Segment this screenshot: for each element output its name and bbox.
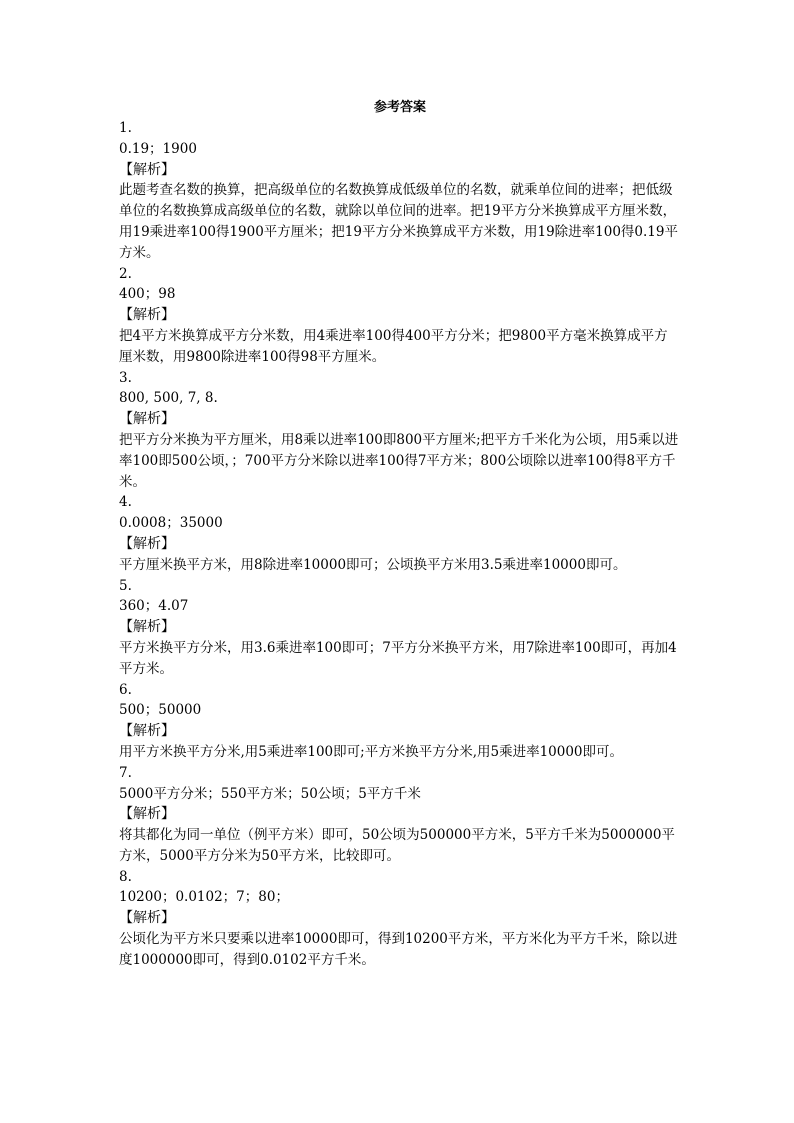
question-number: 5. <box>119 577 132 594</box>
explanation-text: 把4平方米换算成平方分米数，用4乘进率100得400平方分米；把9800平方毫米换算成平方厘米数，用9800除进率100得98平方厘米。 <box>119 327 668 365</box>
answer-text: 800, 500, 7, 8. <box>119 390 218 407</box>
answer-text: 360；4.07 <box>119 598 189 615</box>
answer-item-2 <box>119 264 681 368</box>
question-number: 4. <box>119 494 132 511</box>
analysis-label: 【解析】 <box>119 619 175 636</box>
answer-item-4 <box>119 492 681 575</box>
explanation-text: 将其都化为同一单位（例平方米）即可，50公顷为500000平方米，5平方千米为5000000平方米，5000平方分米为50平方米，比较即可。 <box>119 827 675 864</box>
answer-item-7 <box>119 763 681 867</box>
explanation-text: 此题考查名数的换算，把高级单位的名数换算成低级单位的名数，就乘单位间的进率；把低级单位的名数换算成高级单位的名数，就除以单位间的进率。把19平方分米换算成平方厘米数，用19乘进率100得1900平方厘米；把19平方分米换算成平方米数，用19除进率100得0.19平方米。 <box>119 182 678 261</box>
analysis-label: 【解析】 <box>119 910 175 927</box>
question-number: 3. <box>119 369 132 386</box>
question-number: 8. <box>119 868 132 885</box>
explanation-text: 把平方分米换为平方厘米，用8乘以进率100即800平方厘米;把平方千米化为公顷，用5乘以进率100即500公顷，；700平方分米除以进率100得7平方米；800公顷除以进率100得8平方千米。 <box>119 431 679 490</box>
analysis-label: 【解析】 <box>119 411 175 428</box>
answer-text: 10200；0.0102；7；80； <box>119 889 289 906</box>
explanation-text: 用平方米换平方分米,用5乘进率100即可;平方米换平方分米,用5乘进率10000即可。 <box>119 743 624 760</box>
explanation-text: 平方厘米换平方米，用8除进率10000即可；公顷换平方米用3.5乘进率10000即可。 <box>119 556 627 573</box>
analysis-label: 【解析】 <box>119 723 175 740</box>
analysis-label: 【解析】 <box>119 535 175 552</box>
answer-item-1 <box>119 118 681 264</box>
answer-item-6 <box>119 680 681 763</box>
explanation-text: 公顷化为平方米只要乘以进率10000即可，得到10200平方米，平方米化为平方千米，除以进度1000000即可，得到0.0102平方千米。 <box>119 931 678 968</box>
answer-text: 400；98 <box>119 286 176 303</box>
answer-item-5 <box>119 576 681 680</box>
question-number: 2. <box>119 265 132 282</box>
analysis-label: 【解析】 <box>119 806 175 823</box>
question-number: 1. <box>119 120 132 136</box>
answer-text: 0.0008；35000 <box>119 515 223 532</box>
answer-item-8 <box>119 867 681 971</box>
question-number: 7. <box>119 764 132 781</box>
answer-text: 500；50000 <box>119 702 202 719</box>
answer-document <box>119 98 681 971</box>
explanation-text: 平方米换平方分米，用3.6乘进率100即可；7平方分米换平方米，用7除进率100即可，再加4平方米。 <box>119 639 677 677</box>
analysis-label: 【解析】 <box>119 307 175 324</box>
answer-item-3 <box>119 368 681 493</box>
answer-text: 0.19；1900 <box>119 140 197 157</box>
question-number: 6. <box>119 681 132 698</box>
analysis-label: 【解析】 <box>119 161 175 178</box>
page-title: 参考答案 <box>373 100 426 115</box>
answer-text: 5000平方分米；550平方米；50公顷；5平方千米 <box>119 785 421 802</box>
